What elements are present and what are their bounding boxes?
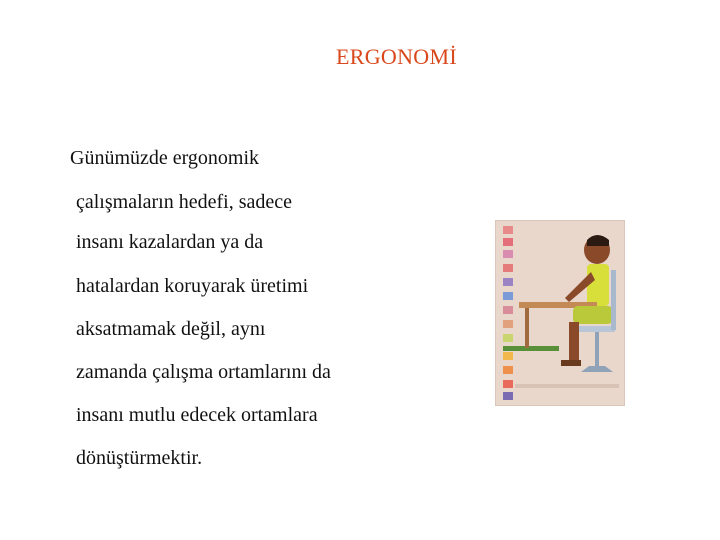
- body-line-3: insanı kazalardan ya da: [76, 231, 264, 253]
- ergonomic-seated-worker-icon: [495, 220, 625, 406]
- slide-title: ERGONOMİ: [336, 44, 457, 69]
- body-line-8: dönüştürmektir.: [76, 447, 203, 469]
- body-line-1: Günümüzde ergonomik: [70, 147, 260, 169]
- ergonomic-illustration: [495, 220, 625, 406]
- body-line-7: insanı mutlu edecek ortamlara: [76, 404, 318, 426]
- body-line-2: çalışmaların hedefi, sadece: [76, 191, 292, 213]
- body-line-4: hatalardan koruyarak üretimi: [76, 275, 309, 297]
- body-line-6: zamanda çalışma ortamlarını da: [76, 361, 331, 383]
- body-line-5: aksatmamak değil, aynı: [76, 318, 266, 340]
